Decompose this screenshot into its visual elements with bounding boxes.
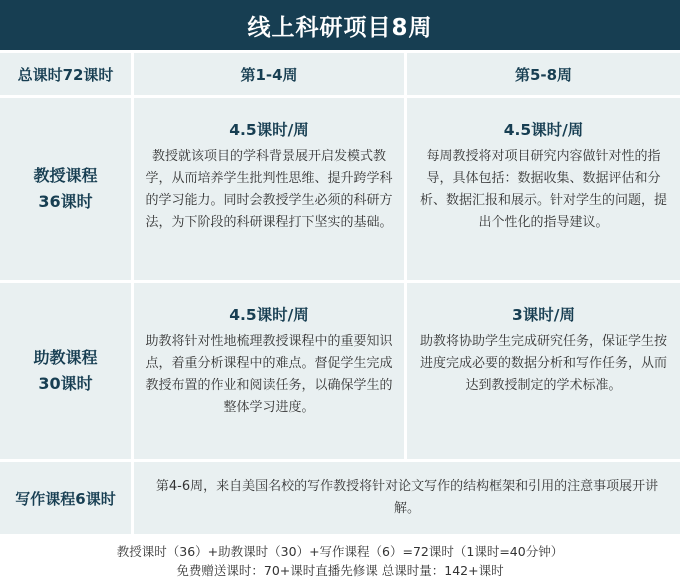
writing-desc-cell xyxy=(134,462,680,534)
writing-label: 写作课程6课时 xyxy=(15,489,116,508)
assistant-week5-8-hours: 3课时/周 xyxy=(512,306,575,324)
assistant-week5-8-desc: 助教将协助学生完成研究任务，保证学生按进度完成必要的数据分析和写作任务，从而达到教授制定的学术标准。 xyxy=(419,334,667,393)
assistant-week5-8-cell xyxy=(407,283,680,459)
header-total-label: 总课时72课时 xyxy=(17,65,114,84)
header-week1-4-cell xyxy=(134,53,404,95)
professor-week5-8-desc: 每周教授将对项目研究内容做针对性的指导，具体包括：数据收集、数据评估和分析、数据汇报和展示。针对学生的问题，提出个性化的指导建议。 xyxy=(419,149,667,230)
professor-week1-4-cell xyxy=(134,98,404,280)
assistant-week1-4-hours: 4.5课时/周 xyxy=(229,306,309,324)
assistant-week1-4-cell xyxy=(134,283,404,459)
page-title: 线上科研项目8周 xyxy=(0,0,680,50)
writing-label-cell xyxy=(0,462,131,534)
footer-bonus: 免费赠送课时：70+课时直播先修课 总课时量：142+课时 xyxy=(176,563,504,578)
assistant-week1-4-desc: 助教将针对性地梳理教授课程中的重要知识点，着重分析课程中的难点。督促学生完成教授布置的作业和阅读任务，以确保学生的整体学习进度。 xyxy=(145,334,393,415)
assistant-label-cell xyxy=(0,283,131,459)
header-week1-4-label: 第1-4周 xyxy=(240,65,298,84)
professor-week5-8-cell xyxy=(407,98,680,280)
header-total-cell xyxy=(0,53,131,95)
assistant-label-hours: 30课时 xyxy=(38,374,93,393)
footer-formula: 教授课时（36）+助教课时（30）+写作课程（6）=72课时（1课时=40分钟） xyxy=(116,544,564,559)
professor-week1-4-desc: 教授就该项目的学科背景展开启发模式教学，从而培养学生批判性思维、提升跨学科的学习能力。同时会教授学生必须的科研方法，为下阶段的科研课程打下坚实的基础。 xyxy=(145,149,393,230)
header-week5-8-cell xyxy=(407,53,680,95)
professor-week1-4-hours: 4.5课时/周 xyxy=(229,121,309,139)
writing-desc: 第4-6周，来自美国名校的写作教授将针对论文写作的结构框架和引用的注意事项展开讲解。 xyxy=(155,479,659,516)
assistant-label-title: 助教课程 xyxy=(33,348,98,367)
professor-label-hours: 36课时 xyxy=(38,192,93,211)
header-week5-8-label: 第5-8周 xyxy=(514,65,573,84)
professor-label-cell xyxy=(0,98,131,280)
footer-summary xyxy=(0,538,680,584)
professor-week5-8-hours: 4.5课时/周 xyxy=(503,121,584,139)
professor-label-title: 教授课程 xyxy=(33,166,98,185)
